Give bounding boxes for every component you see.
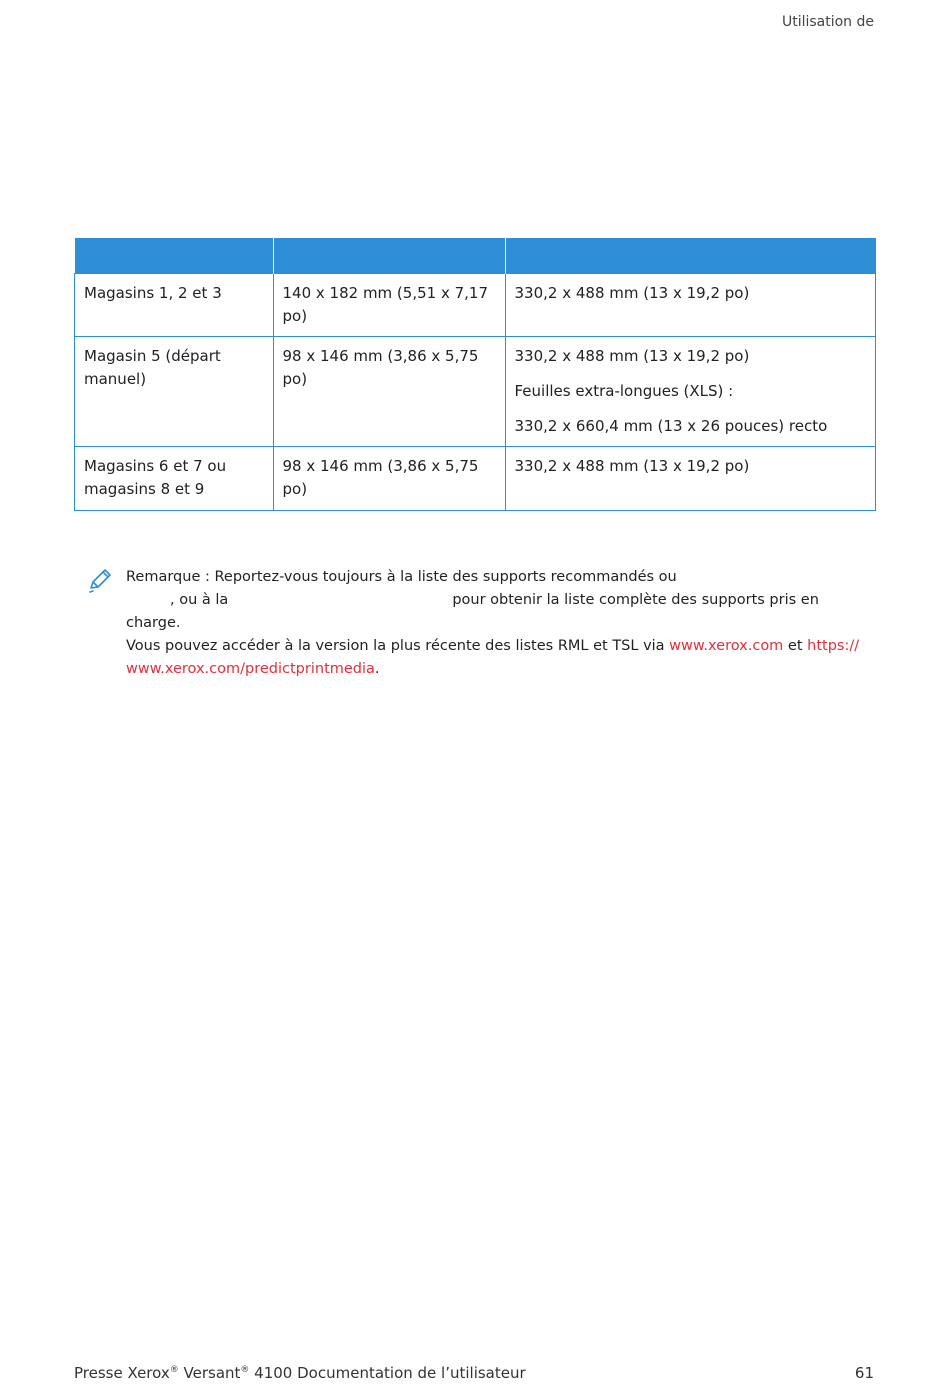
note-text — [126, 566, 876, 589]
max-size-cell — [505, 274, 876, 337]
predictprint-link-start[interactable]: https:// — [807, 638, 860, 654]
note-line-4 — [126, 658, 876, 681]
footer-brand: Presse Xerox — [74, 1364, 170, 1382]
max-size-cell — [505, 447, 876, 511]
note-line-2-start: , ou à la — [170, 592, 229, 608]
footer-title — [74, 1364, 526, 1382]
note-link-separator: et — [783, 638, 808, 654]
footer-product: Versant — [178, 1364, 241, 1382]
min-size-cell: 98 x 146 mm (3,86 x 5,75 po) — [273, 447, 505, 511]
table-header-max — [505, 238, 876, 274]
table-header-min — [273, 238, 505, 274]
running-header: Utilisation de — [781, 14, 874, 30]
note-block — [86, 566, 876, 681]
table-row — [75, 337, 876, 447]
max-size-line: Feuilles extra-longues (XLS) : — [514, 382, 734, 400]
paper-size-table — [74, 238, 876, 511]
table-header-row — [75, 238, 876, 274]
max-size-line: 330,2 x 488 mm (13 x 19,2 po) — [514, 347, 750, 365]
table-header-tray — [75, 238, 274, 274]
note-line-2 — [126, 589, 876, 635]
max-size-line: 330,2 x 660,4 mm (13 x 26 pouces) recto — [514, 417, 828, 435]
table-row — [75, 447, 876, 511]
min-size-cell: 140 x 182 mm (5,51 x 7,17 po) — [273, 274, 505, 337]
registered-mark: ® — [240, 1365, 250, 1375]
max-size-cell — [505, 337, 876, 447]
max-size-line: 330,2 x 488 mm (13 x 19,2 po) — [514, 284, 750, 302]
tray-cell: Magasin 5 (départ manuel) — [75, 337, 274, 447]
note-line-1: Remarque : Reportez-vous toujours à la liste des supports recommandés ou — [126, 569, 677, 585]
registered-mark: ® — [169, 1365, 179, 1375]
tray-cell: Magasins 6 et 7 ou magasins 8 et 9 — [75, 447, 274, 511]
max-size-line: 330,2 x 488 mm (13 x 19,2 po) — [514, 457, 750, 475]
pencil-note-icon — [86, 566, 114, 594]
page-number: 61 — [854, 1364, 874, 1382]
note-line-3-text: Vous pouvez accéder à la version la plus récente des listes RML et TSL via — [126, 638, 670, 654]
xerox-link[interactable]: www.xerox.com — [669, 638, 784, 654]
min-size-cell: 98 x 146 mm (3,86 x 5,75 po) — [273, 337, 505, 447]
note-line-2-end: pour obtenir la liste complète des supports pris en charge. — [126, 592, 819, 631]
tray-cell: Magasins 1, 2 et 3 — [75, 274, 274, 337]
footer-doc-title: 4100 Documentation de l’utilisateur — [249, 1364, 526, 1382]
predictprint-link-end[interactable]: www.xerox.com/predictprintmedia — [126, 661, 375, 677]
note-line-3 — [126, 635, 876, 658]
table-row — [75, 274, 876, 337]
note-end: . — [374, 661, 380, 677]
